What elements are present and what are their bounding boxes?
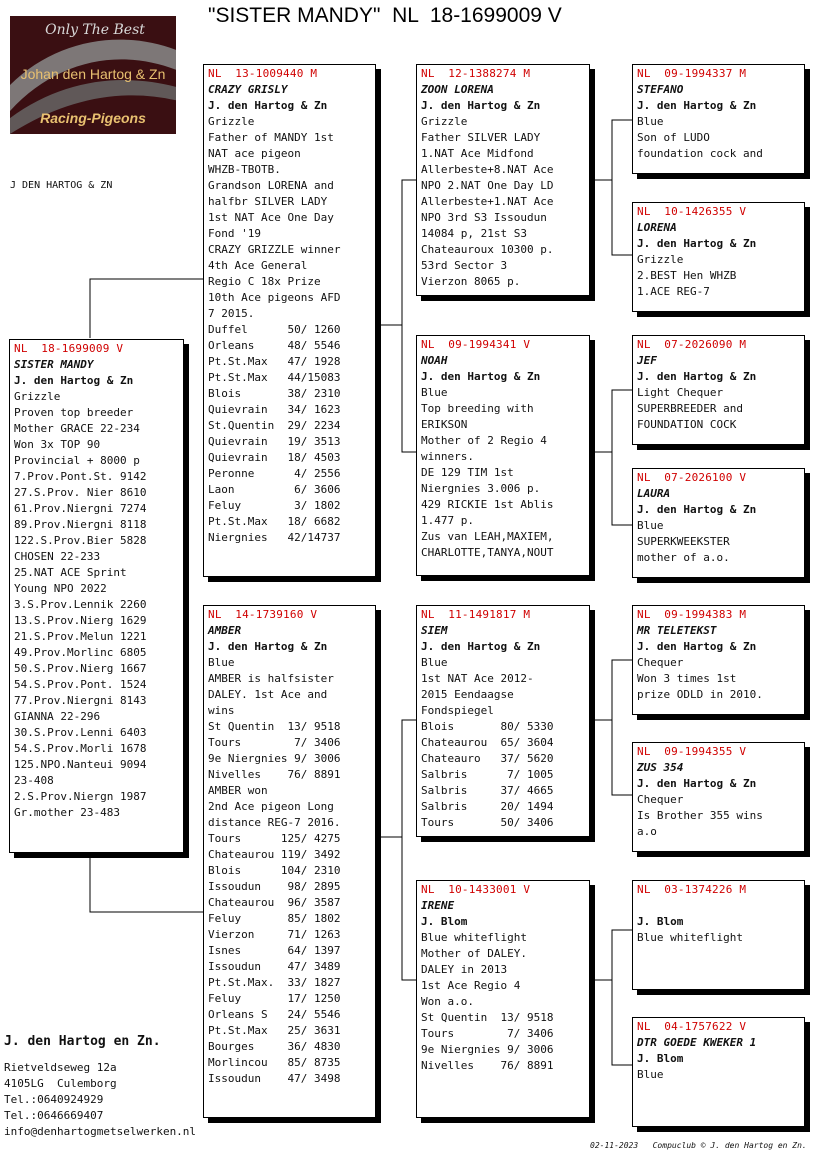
pigeon-info-line: AMBER is halfsister <box>208 672 334 685</box>
owner-name: J. den Hartog & Zn <box>637 503 757 516</box>
pigeon-info-line: Provincial + 8000 p <box>14 454 140 467</box>
pigeon-info-line: Blois 80/ 5330 <box>421 720 554 733</box>
pigeon-name: AMBER <box>208 624 242 637</box>
pigeon-name: DTR GOEDE KWEKER 1 <box>637 1036 757 1049</box>
ring-number: NL 07-2026100 V <box>637 471 747 484</box>
pigeon-info-line: Blue <box>637 115 664 128</box>
pigeon-name: ZUS 354 <box>637 761 684 774</box>
pigeon-info-line: CRAZY GRIZZLE winner <box>208 243 341 256</box>
pigeon-info-line: Grizzle <box>637 253 684 266</box>
pigeon-info-line: Orleans S 24/ 5546 <box>208 1008 341 1021</box>
pigeon-info-line: 27.S.Prov. Nier 8610 <box>14 486 147 499</box>
pigeon-name: MR TELETEKST <box>637 624 717 637</box>
pigeon-info-line: wins <box>208 704 235 717</box>
owner-name: J. den Hartog & Zn <box>208 99 328 112</box>
pigeon-info-line: distance REG-7 2016. <box>208 816 341 829</box>
pigeon-info-line: Is Brother 355 wins <box>637 809 763 822</box>
pigeon-info-line: Vierzon 71/ 1263 <box>208 928 341 941</box>
pigeon-info-line: Pt.St.Max 18/ 6682 <box>208 515 341 528</box>
pigeon-info-line: Blue <box>637 519 664 532</box>
pigeon-info-line: Blue <box>208 656 235 669</box>
pigeon-info-line: 7.Prov.Pont.St. 9142 <box>14 470 147 483</box>
pigeon-info-line: CHARLOTTE,TANYA,NOUT <box>421 546 554 559</box>
pigeon-info-line: Pt.St.Max 47/ 1928 <box>208 355 341 368</box>
pigeon-info-line: 1.ACE REG-7 <box>637 285 710 298</box>
pigeon-info-line: Grizzle <box>208 115 255 128</box>
pigeon-info-line: 13.S.Prov.Nierg 1629 <box>14 614 147 627</box>
footer-city: 4105LG Culemborg <box>4 1077 117 1090</box>
pigeon-info-line: Top breeding with <box>421 402 534 415</box>
pigeon-info-line: Isnes 64/ 1397 <box>208 944 341 957</box>
pigeon-info-line: Mother GRACE 22-234 <box>14 422 140 435</box>
owner-name: J. den Hartog & Zn <box>421 640 541 653</box>
owner-name: J. den Hartog & Zn <box>637 370 757 383</box>
ring-number: NL 14-1739160 V <box>208 608 318 621</box>
pigeon-info-line: 125.NPO.Nanteui 9094 <box>14 758 147 771</box>
pigeon-info-line: 1st NAT Ace 2012- <box>421 672 534 685</box>
pigeon-info-line: 1.NAT Ace Midfond <box>421 147 534 160</box>
pigeon-info-line: Mother of DALEY. <box>421 947 527 960</box>
pigeon-info-line: Quievrain 18/ 4503 <box>208 451 341 464</box>
pigeon-info-line: halfbr SILVER LADY <box>208 195 328 208</box>
pigeon-info-line: 2.S.Prov.Niergn 1987 <box>14 790 147 803</box>
pigeon-info-line: Chateauro 37/ 5620 <box>421 752 554 765</box>
pigeon-card-mff[interactable] <box>632 605 805 715</box>
pigeon-name: ZOON LORENA <box>421 83 494 96</box>
pigeon-card-fff[interactable] <box>632 64 805 174</box>
pigeon-info-line: Bourges 36/ 4830 <box>208 1040 341 1053</box>
pigeon-card-mmm[interactable] <box>632 1017 805 1127</box>
logo-subtitle: Racing-Pigeons <box>40 110 146 126</box>
pigeon-info-line: ERIKSON <box>421 418 468 431</box>
pigeon-info-line: SUPERBREEDER and <box>637 402 743 415</box>
pigeon-info-line: Blue <box>421 656 448 669</box>
pigeon-info-line: Won 3 times 1st <box>637 672 737 685</box>
pigeon-info-line: Tours 50/ 3406 <box>421 816 554 829</box>
owner-name: J. Blom <box>637 1052 684 1065</box>
pigeon-info-line: Issoudun 47/ 3498 <box>208 1072 341 1085</box>
pigeon-info-line: 1.477 p. <box>421 514 474 527</box>
pigeon-card-ff[interactable] <box>416 64 590 296</box>
ring-number: NL 10-1433001 V <box>421 883 531 896</box>
pigeon-info-line: Chateaurou 65/ 3604 <box>421 736 554 749</box>
pigeon-info-line: Zus van LEAH,MAXIEM, <box>421 530 554 543</box>
pigeon-info-line: AMBER won <box>208 784 268 797</box>
pigeon-info-line: 61.Prov.Niergni 7274 <box>14 502 147 515</box>
pigeon-info-line: Issoudun 47/ 3489 <box>208 960 341 973</box>
pigeon-name: JEF <box>637 354 657 367</box>
pigeon-info-line: Allerbeste+1.NAT Ace <box>421 195 554 208</box>
pigeon-info-line: Blue <box>421 386 448 399</box>
owner-name: J. den Hartog & Zn <box>637 777 757 790</box>
pigeon-info-line: 9e Niergnies 9/ 3006 <box>421 1043 554 1056</box>
logo-name: Johan den Hartog & Zn <box>20 66 166 82</box>
pigeon-info-line: 122.S.Prov.Bier 5828 <box>14 534 147 547</box>
pigeon-info-line: 21.S.Prov.Melun 1221 <box>14 630 147 643</box>
pigeon-info-line: Laon 6/ 3606 <box>208 483 341 496</box>
pigeon-info-line: Regio C 18x Prize <box>208 275 321 288</box>
pigeon-name: IRENE <box>421 899 455 912</box>
pigeon-info-line: Peronne 4/ 2556 <box>208 467 341 480</box>
pigeon-info-line: Salbris 37/ 4665 <box>421 784 554 797</box>
pigeon-info-line: Chequer <box>637 793 684 806</box>
ring-number: NL 03-1374226 M <box>637 883 747 896</box>
pigeon-info-line: 25.NAT ACE Sprint <box>14 566 127 579</box>
pigeon-info-line: Blue whiteflight <box>637 931 743 944</box>
ring-number: NL 04-1757622 V <box>637 1020 747 1033</box>
owner-name: J. den Hartog & Zn <box>14 374 134 387</box>
pigeon-info-line: 4th Ace General <box>208 259 308 272</box>
pigeon-name <box>637 898 804 914</box>
pigeon-card-mm[interactable] <box>416 880 590 1118</box>
pigeon-info-line: Duffel 50/ 1260 <box>208 323 341 336</box>
pigeon-info-line: Quievrain 19/ 3513 <box>208 435 341 448</box>
pigeon-info-line: 53rd Sector 3 <box>421 259 508 272</box>
pigeon-card-father[interactable] <box>203 64 376 577</box>
pigeon-info-line: Mother of 2 Regio 4 <box>421 434 547 447</box>
pigeon-info-line: 14084 p, 21st S3 <box>421 227 527 240</box>
ring-number: NL 10-1426355 V <box>637 205 747 218</box>
pigeon-info-line: Father of MANDY 1st <box>208 131 334 144</box>
pigeon-info-line: Tours 7/ 3406 <box>421 1027 554 1040</box>
pigeon-info-line: Allerbeste+8.NAT Ace <box>421 163 554 176</box>
pigeon-info-line: a.o <box>637 825 657 838</box>
owner-name: J. Blom <box>637 915 684 928</box>
pigeon-info-line: Niergnies 42/14737 <box>208 531 341 544</box>
pigeon-info-line: 89.Prov.Niergni 8118 <box>14 518 147 531</box>
ring-number: NL 09-1994341 V <box>421 338 531 351</box>
pigeon-info-line: NAT ace pigeon <box>208 147 301 160</box>
pigeon-info-line: winners. <box>421 450 474 463</box>
pigeon-info-line: NPO 2.NAT One Day LD <box>421 179 554 192</box>
footer-phone-1: Tel.:0640924929 <box>4 1093 104 1106</box>
pigeon-info-line: Blue <box>637 1068 664 1081</box>
pigeon-info-line: Pt.St.Max. 33/ 1827 <box>208 976 341 989</box>
pigeon-info-line: DE 129 TIM 1st <box>421 466 514 479</box>
pigeon-card-mother[interactable] <box>203 605 376 1118</box>
pigeon-info-line: Salbris 7/ 1005 <box>421 768 554 781</box>
pigeon-info-line: GIANNA 22-296 <box>14 710 101 723</box>
pigeon-info-line: Vierzon 8065 p. <box>421 275 521 288</box>
pigeon-info-line: 30.S.Prov.Lenni 6403 <box>14 726 147 739</box>
pigeon-info-line: Nivelles 76/ 8891 <box>208 768 341 781</box>
pigeon-card-mmf[interactable] <box>632 880 805 990</box>
pigeon-info-line: Grandson LORENA and <box>208 179 334 192</box>
pigeon-info-line: St Quentin 13/ 9518 <box>208 720 341 733</box>
pigeon-info-line: 9e Niergnies 9/ 3006 <box>208 752 341 765</box>
pigeon-name: NOAH <box>421 354 448 367</box>
ring-number: NL 12-1388274 M <box>421 67 531 80</box>
pigeon-info-line: Young NPO 2022 <box>14 582 107 595</box>
pigeon-info-line: 429 RICKIE 1st Ablis <box>421 498 554 511</box>
owner-name: J. Blom <box>421 915 468 928</box>
owner-name: J. den Hartog & Zn <box>637 640 757 653</box>
pigeon-info-line: DALEY in 2013 <box>421 963 508 976</box>
pigeon-info-line: 3.S.Prov.Lennik 2260 <box>14 598 147 611</box>
pigeon-info-line: CHOSEN 22-233 <box>14 550 101 563</box>
pigeon-info-line: 49.Prov.Morlinc 6805 <box>14 646 147 659</box>
pigeon-info-line: St.Quentin 29/ 2234 <box>208 419 341 432</box>
pigeon-info-line: FOUNDATION COCK <box>637 418 737 431</box>
pigeon-info-line: mother of a.o. <box>637 551 730 564</box>
pigeon-card-mf[interactable] <box>416 605 590 837</box>
pigeon-info-line: SUPERKWEEKSTER <box>637 535 730 548</box>
ring-number: NL 18-1699009 V <box>14 342 124 355</box>
pigeon-card-subject[interactable] <box>9 339 184 853</box>
pigeon-info-line: Grizzle <box>421 115 468 128</box>
pigeon-card-mfm[interactable] <box>632 742 805 852</box>
pigeon-info-line: 1st Ace Regio 4 <box>421 979 521 992</box>
pigeon-name: CRAZY GRISLY <box>208 83 288 96</box>
pigeon-info-line: Chequer <box>637 656 684 669</box>
pigeon-info-line: Feluy 85/ 1802 <box>208 912 341 925</box>
pigeon-card-fmm[interactable] <box>632 468 805 578</box>
ring-number: NL 11-1491817 M <box>421 608 531 621</box>
ring-number: NL 09-1994355 V <box>637 745 747 758</box>
pigeon-info-line: 2.BEST Hen WHZB <box>637 269 737 282</box>
pigeon-name: STEFANO <box>637 83 684 96</box>
pigeon-info-line: Feluy 3/ 1802 <box>208 499 341 512</box>
pigeon-info-line: 77.Prov.Niergni 8143 <box>14 694 147 707</box>
footer-breeder-name: J. den Hartog en Zn. <box>4 1034 161 1049</box>
pigeon-info-line: Orleans 48/ 5546 <box>208 339 341 352</box>
pigeon-card-fm[interactable] <box>416 335 590 576</box>
ring-number: NL 13-1009440 M <box>208 67 318 80</box>
pigeon-info-line: NPO 3rd S3 Issoudun <box>421 211 547 224</box>
pigeon-info-line: 54.S.Prov.Morli 1678 <box>14 742 147 755</box>
page-title: "SISTER MANDY" NL 18-1699009 V <box>208 4 562 27</box>
ring-number: NL 09-1994383 M <box>637 608 747 621</box>
footer-address: Rietveldseweg 12a <box>4 1061 117 1074</box>
owner-name: J. den Hartog & Zn <box>208 640 328 653</box>
pigeon-info-line: Feluy 17/ 1250 <box>208 992 341 1005</box>
pigeon-card-ffm[interactable] <box>632 202 805 312</box>
pigeon-info-line: 2nd Ace pigeon Long <box>208 800 334 813</box>
pigeon-info-line: Blue whiteflight <box>421 931 527 944</box>
footer-phone-2: Tel.:0646669407 <box>4 1109 104 1122</box>
pigeon-info-line: Tours 125/ 4275 <box>208 832 341 845</box>
pigeon-info-line: 54.S.Prov.Pont. 1524 <box>14 678 147 691</box>
pigeon-info-line: Nivelles 76/ 8891 <box>421 1059 554 1072</box>
pigeon-info-line: Light Chequer <box>637 386 724 399</box>
pigeon-info-line: 10th Ace pigeons AFD <box>208 291 341 304</box>
owner-name: J. den Hartog & Zn <box>421 370 541 383</box>
pigeon-info-line: Father SILVER LADY <box>421 131 541 144</box>
pigeon-name: SISTER MANDY <box>14 358 94 371</box>
pigeon-info-line: 23-408 <box>14 774 54 787</box>
pigeon-info-line: 50.S.Prov.Nierg 1667 <box>14 662 147 675</box>
pigeon-info-line: St Quentin 13/ 9518 <box>421 1011 554 1024</box>
pigeon-info-line: 7 2015. <box>208 307 255 320</box>
pigeon-info-line: Chateauroux 10300 p. <box>421 243 554 256</box>
pigeon-info-line: Blois 38/ 2310 <box>208 387 341 400</box>
owner-name: J. den Hartog & Zn <box>637 237 757 250</box>
pigeon-info-line: Won a.o. <box>421 995 474 1008</box>
pigeon-info-line: prize ODLD in 2010. <box>637 688 763 701</box>
pigeon-info-line: Issoudun 98/ 2895 <box>208 880 341 893</box>
pigeon-name: LORENA <box>637 221 677 234</box>
ring-number: NL 09-1994337 M <box>637 67 747 80</box>
pigeon-info-line: Pt.St.Max 44/15083 <box>208 371 341 384</box>
pigeon-info-line: DALEY. 1st Ace and <box>208 688 328 701</box>
pigeon-info-line: Blois 104/ 2310 <box>208 864 341 877</box>
footer-email[interactable]: info@denhartogmetselwerken.nl <box>4 1125 197 1138</box>
print-stamp: 02-11-2023 Compuclub © J. den Hartog en Zn. <box>590 1141 807 1150</box>
pigeon-info-line: foundation cock and <box>637 147 763 160</box>
pigeon-info-line: Fondspiegel <box>421 704 494 717</box>
pigeon-name: LAURA <box>637 487 671 500</box>
pigeon-info-line: 2015 Eendaagse <box>421 688 514 701</box>
pigeon-info-line: Tours 7/ 3406 <box>208 736 341 749</box>
pigeon-info-line: Son of LUDO <box>637 131 710 144</box>
breeder-label: J DEN HARTOG & ZN <box>10 180 113 191</box>
pigeon-info-line: Fond '19 <box>208 227 261 240</box>
ring-number: NL 07-2026090 M <box>637 338 747 351</box>
pigeon-info-line: 1st NAT Ace One Day <box>208 211 334 224</box>
pigeon-info-line: WHZB-TBOTB. <box>208 163 281 176</box>
pigeon-info-line: Proven top breeder <box>14 406 134 419</box>
pigeon-info-line: Gr.mother 23-483 <box>14 806 120 819</box>
pigeon-name: SIEM <box>421 624 448 637</box>
pigeon-info-line: Grizzle <box>14 390 61 403</box>
pigeon-info-line: Salbris 20/ 1494 <box>421 800 554 813</box>
pigeon-info-line: Chateaurou 96/ 3587 <box>208 896 341 909</box>
pigeon-info-line: Pt.St.Max 25/ 3631 <box>208 1024 341 1037</box>
logo-tagline: Only The Best <box>45 22 145 38</box>
owner-name: J. den Hartog & Zn <box>637 99 757 112</box>
pigeon-info-line: Quievrain 34/ 1623 <box>208 403 341 416</box>
owner-name: J. den Hartog & Zn <box>421 99 541 112</box>
pigeon-info-line: Won 3x TOP 90 <box>14 438 101 451</box>
pigeon-info-line: Niergnies 3.006 p. <box>421 482 541 495</box>
pigeon-card-fmf[interactable] <box>632 335 805 445</box>
pigeon-info-line: Chateaurou 119/ 3492 <box>208 848 341 861</box>
pigeon-info-line: Morlincou 85/ 8735 <box>208 1056 341 1069</box>
